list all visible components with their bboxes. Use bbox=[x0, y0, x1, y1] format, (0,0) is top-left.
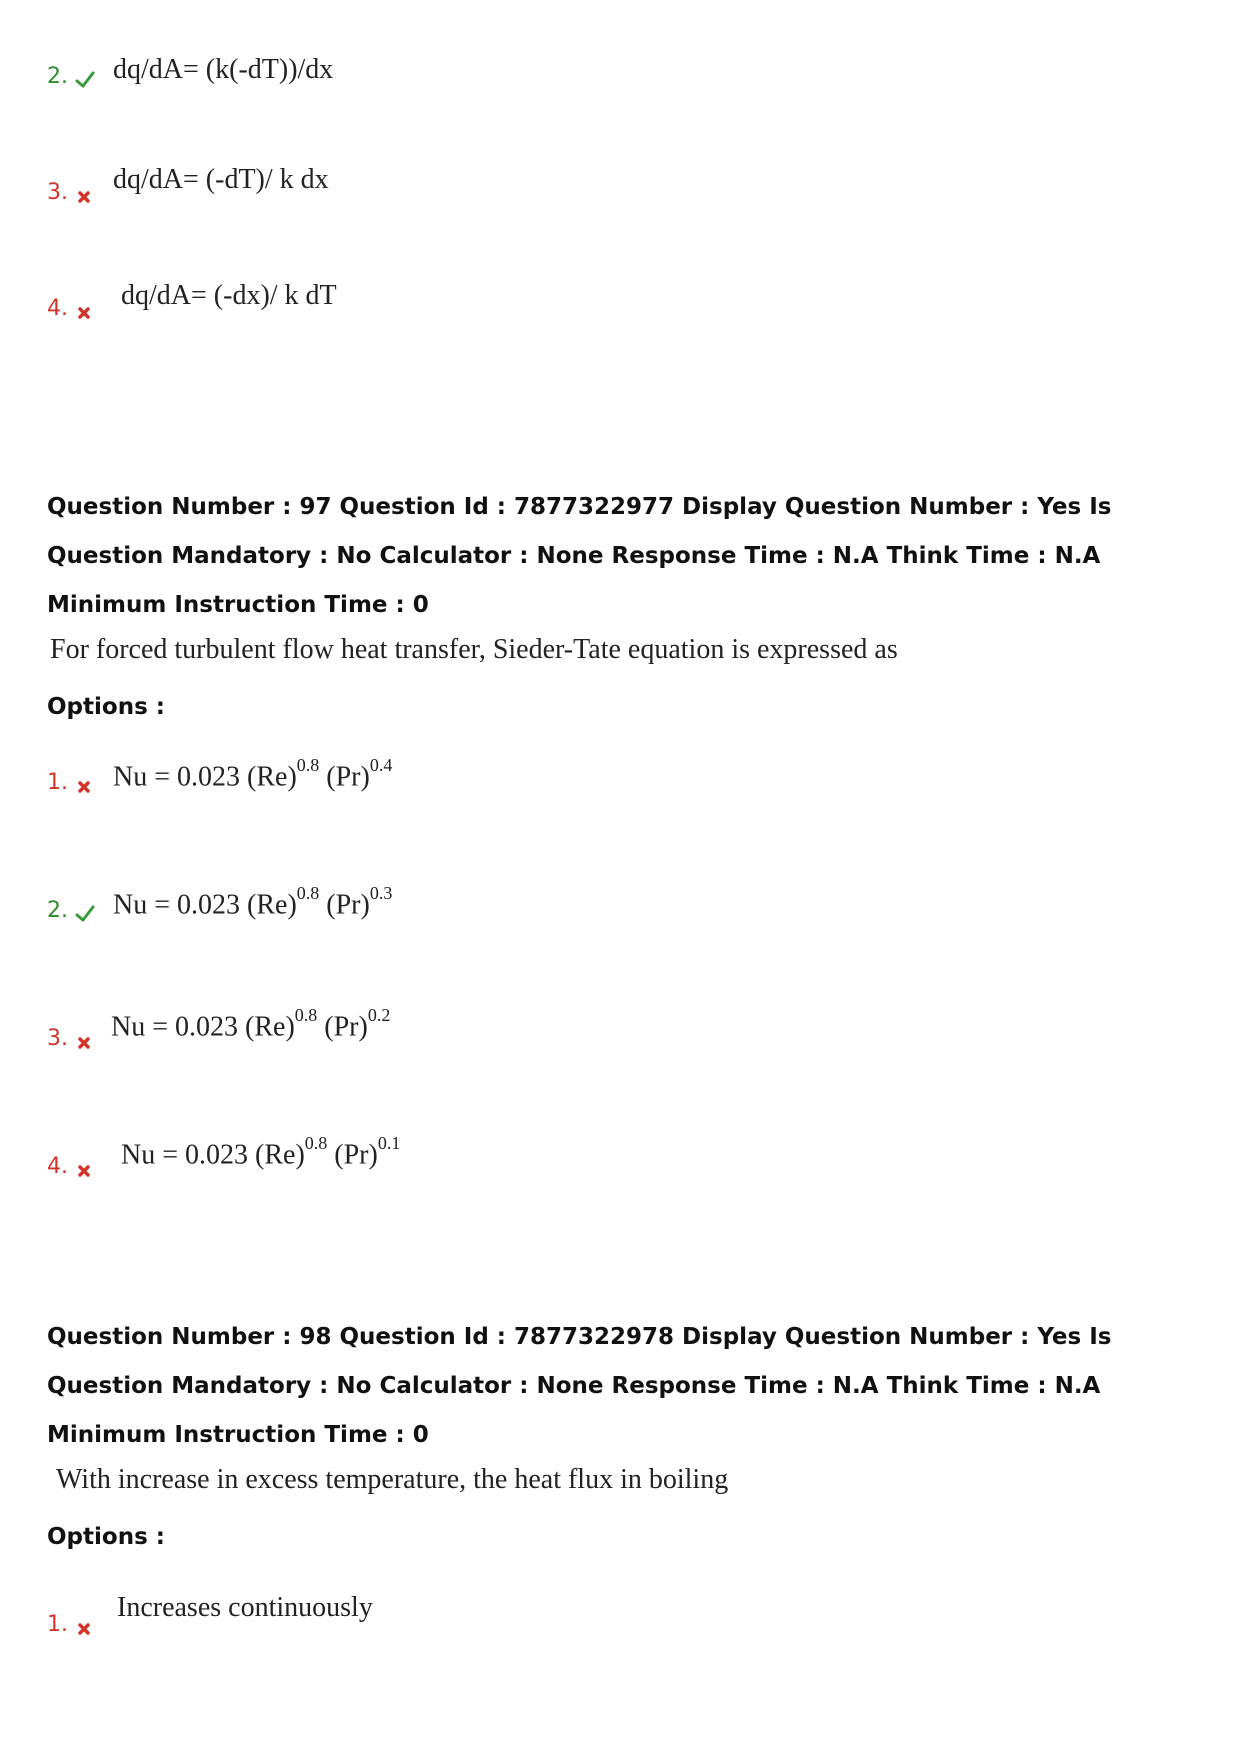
re-exponent: 0.8 bbox=[304, 1132, 328, 1153]
cross-icon bbox=[75, 1032, 95, 1052]
cross-icon bbox=[75, 1160, 95, 1180]
cross-icon bbox=[75, 1618, 95, 1638]
cross-icon bbox=[75, 186, 95, 206]
option-formula bbox=[121, 1132, 401, 1171]
formula-pr: (Pr) bbox=[317, 1011, 368, 1043]
pr-exponent: 0.3 bbox=[369, 882, 393, 903]
option-number: 4. bbox=[47, 295, 68, 321]
option-number: 2. bbox=[47, 897, 68, 923]
option-text: dq/dA= (-dx)/ k dT bbox=[121, 280, 337, 311]
option-formula bbox=[113, 882, 393, 921]
q98-option-1 bbox=[47, 1592, 373, 1644]
formula-pr: (Pr) bbox=[319, 761, 370, 793]
question-98-options-label: Options : bbox=[47, 1524, 165, 1550]
option-number: 4. bbox=[47, 1153, 68, 1179]
pr-exponent: 0.4 bbox=[369, 754, 393, 775]
option-number: 1. bbox=[47, 769, 68, 795]
option-text: dq/dA= (k(-dT))/dx bbox=[113, 54, 334, 85]
formula-base: Nu = 0.023 (Re) bbox=[113, 761, 297, 793]
option-number: 3. bbox=[47, 179, 68, 205]
cross-icon bbox=[75, 302, 95, 322]
formula-pr: (Pr) bbox=[319, 889, 370, 921]
question-98-text: With increase in excess temperature, the heat flux in boiling bbox=[56, 1464, 729, 1495]
q97-option-1 bbox=[47, 754, 393, 802]
formula-pr: (Pr) bbox=[327, 1139, 378, 1171]
question-97-options-label: Options : bbox=[47, 694, 165, 720]
option-4-prev bbox=[47, 280, 337, 328]
option-formula bbox=[113, 754, 393, 793]
q97-option-4 bbox=[47, 1132, 401, 1186]
cross-icon bbox=[75, 776, 95, 796]
question-98-meta: Question Number : 98 Question Id : 7877322978 Display Question Number : Yes Is Question Mandatory : No Calculator : None Response Time : N.A Think Time : N.A Minimum Instruction Time : 0 bbox=[47, 1324, 1112, 1448]
option-formula bbox=[111, 1004, 391, 1043]
q97-option-3 bbox=[47, 1004, 392, 1058]
option-number: 3. bbox=[47, 1025, 68, 1051]
option-text: Increases continuously bbox=[117, 1592, 373, 1623]
option-number: 1. bbox=[47, 1611, 68, 1637]
pr-exponent: 0.2 bbox=[367, 1004, 391, 1025]
formula-base: Nu = 0.023 (Re) bbox=[121, 1139, 305, 1171]
option-text: dq/dA= (-dT)/ k dx bbox=[113, 164, 329, 195]
check-icon bbox=[75, 70, 95, 90]
re-exponent: 0.8 bbox=[296, 882, 320, 903]
check-icon bbox=[75, 904, 95, 924]
option-3-prev bbox=[47, 164, 329, 212]
option-number: 2. bbox=[47, 63, 68, 89]
option-2-prev bbox=[47, 56, 333, 96]
question-97-text: For forced turbulent flow heat transfer, Sieder-Tate equation is expressed as bbox=[50, 634, 898, 665]
q97-option-2 bbox=[47, 882, 393, 930]
formula-base: Nu = 0.023 (Re) bbox=[111, 1011, 295, 1043]
pr-exponent: 0.1 bbox=[377, 1132, 401, 1153]
formula-base: Nu = 0.023 (Re) bbox=[113, 889, 297, 921]
re-exponent: 0.8 bbox=[296, 754, 320, 775]
re-exponent: 0.8 bbox=[294, 1004, 318, 1025]
question-97-meta: Question Number : 97 Question Id : 7877322977 Display Question Number : Yes Is Question Mandatory : No Calculator : None Response Time : N.A Think Time : N.A Minimum Instruction Time : 0 bbox=[47, 494, 1112, 618]
